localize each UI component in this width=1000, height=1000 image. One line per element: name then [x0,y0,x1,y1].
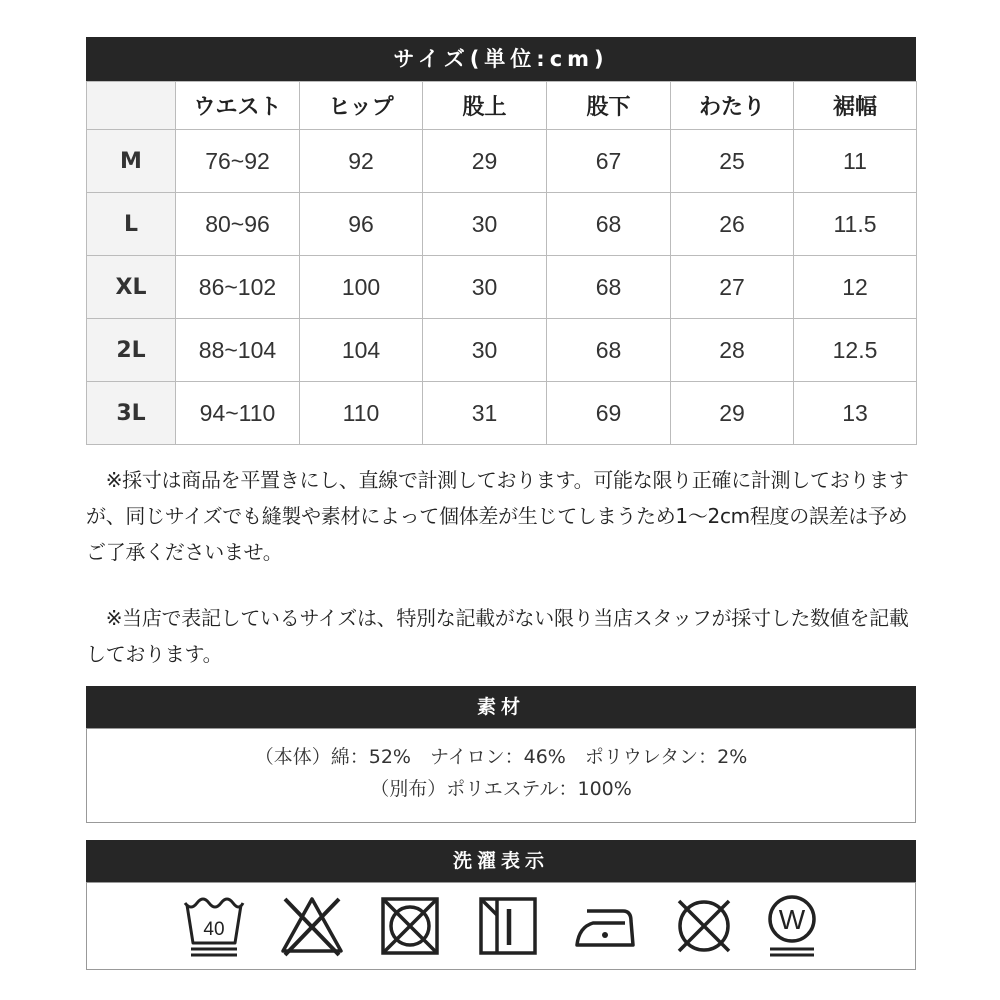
column-header-hip: ヒップ [300,82,423,130]
wet-clean-gentle-icon [759,893,825,959]
column-header-inseam: 股下 [547,82,671,130]
table-cell: 86~102 [176,256,300,319]
size-label-cell: 3L [87,382,176,445]
wash-40-gentle-icon [181,893,247,959]
material-line-main-body: （本体）綿：52% ナイロン：46% ポリウレタン：2% [254,746,748,768]
line-dry-shade-icon [475,893,541,959]
wash-temperature-label: 40 [203,919,225,940]
table-row [87,382,917,445]
size-label-cell: M [87,130,176,193]
table-cell: 30 [423,256,547,319]
size-table-header-row [87,82,917,130]
table-cell: 12.5 [794,319,917,382]
material-box [86,728,916,823]
table-cell: 30 [423,193,547,256]
table-cell: 29 [423,130,547,193]
table-cell: 92 [300,130,423,193]
table-cell: 76~92 [176,130,300,193]
column-header-waist: ウエスト [176,82,300,130]
table-cell: 68 [547,256,671,319]
measurement-note: ※採寸は商品を平置きにし、直線で計測しております。可能な限り正確に計測しておりますが、同じサイズでも縫製や素材によって個体差が生じてしまうため1～2cm程度の誤差は予めご了承くださいませ。 [86,468,909,564]
table-cell: 67 [547,130,671,193]
table-row [87,256,917,319]
table-cell: 26 [671,193,794,256]
size-section-title: サイズ(単位:cm) [86,37,916,81]
table-cell: 12 [794,256,917,319]
iron-low-icon [573,893,639,959]
table-row [87,130,917,193]
table-cell: 100 [300,256,423,319]
table-cell: 94~110 [176,382,300,445]
column-header-rise: 股上 [423,82,547,130]
wash-icons-box [86,882,916,970]
size-source-note: ※当店で表記しているサイズは、特別な記載がない限り当店スタッフが採寸した数値を記載しております。 [86,606,909,666]
table-cell: 11.5 [794,193,917,256]
no-bleach-icon [279,893,345,959]
table-row [87,319,917,382]
table-cell: 30 [423,319,547,382]
size-label-cell: 2L [87,319,176,382]
table-cell: 31 [423,382,547,445]
table-cell: 104 [300,319,423,382]
table-cell: 11 [794,130,917,193]
table-row [87,193,917,256]
material-line-other-fabric: （別布）ポリエステル：100% [370,778,632,800]
table-cell: 68 [547,193,671,256]
size-label-cell: L [87,193,176,256]
no-tumble-dry-icon [377,893,443,959]
table-cell: 110 [300,382,423,445]
table-cell: 29 [671,382,794,445]
column-header-hem-width: 裾幅 [794,82,917,130]
column-header-thigh: わたり [671,82,794,130]
table-cell: 13 [794,382,917,445]
table-cell: 68 [547,319,671,382]
table-cell: 69 [547,382,671,445]
size-table-corner-cell [87,82,176,130]
wet-clean-letter: W [778,904,806,935]
table-cell: 96 [300,193,423,256]
wash-section-title: 洗濯表示 [86,840,916,882]
table-cell: 88~104 [176,319,300,382]
table-cell: 25 [671,130,794,193]
table-cell: 28 [671,319,794,382]
table-cell: 80~96 [176,193,300,256]
no-dry-clean-icon [671,893,737,959]
size-label-cell: XL [87,256,176,319]
size-table [86,81,917,445]
table-cell: 27 [671,256,794,319]
material-section-title: 素材 [86,686,916,728]
